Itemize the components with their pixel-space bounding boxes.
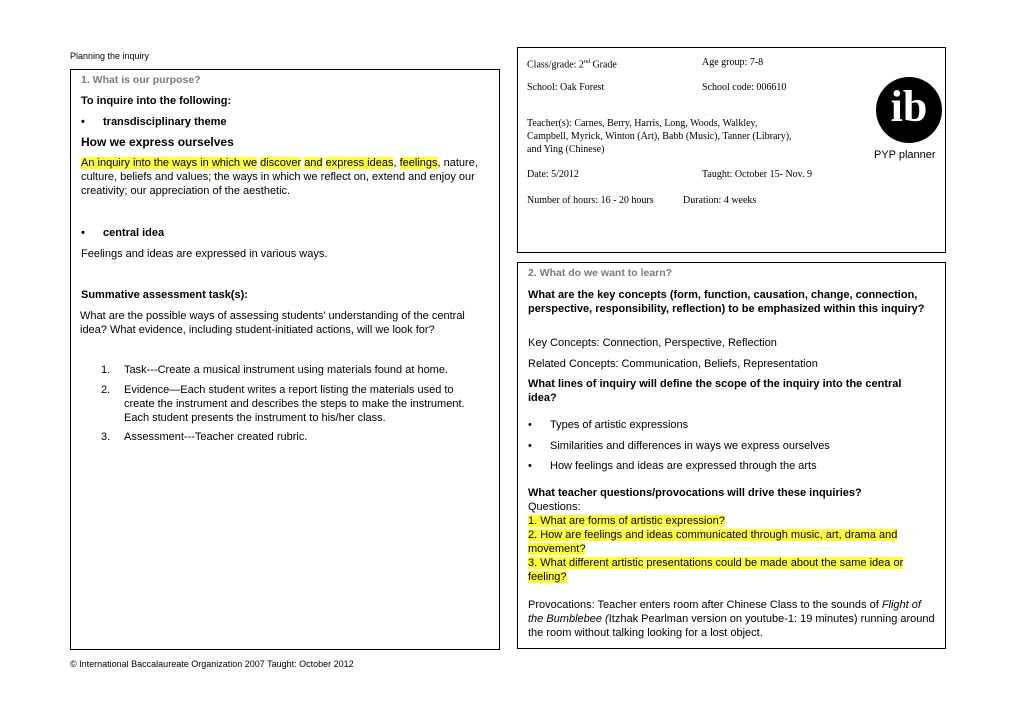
teacher-questions-title: What teacher questions/provocations will drive these inquiries? (528, 487, 862, 499)
ib-logo-text: ib (890, 82, 928, 131)
inquire-label: To inquire into the following: (81, 95, 232, 107)
footer: © International Baccalaureate Organization 2007 Taught: October 2012 (70, 659, 354, 669)
question-1: 1. What are forms of artistic expression? (528, 515, 725, 527)
theme-description: An inquiry into the ways in which we discover and express ideas, feelings, nature, culture, beliefs and values; the ways in which we reflect on, extend and enjoy our creativity; our appreciation of the aesthetic. (81, 157, 478, 197)
key-concepts: Key Concepts: Connection, Perspective, Reflection (528, 337, 777, 349)
teachers-line-2: Campbell, Myrick, Winton (Art), Babb (Music), Tanner (Library), (527, 131, 792, 142)
evidence-item: 2. Evidence—Each student writes a report listing the materials used to create the instrument and describes the steps to make the instrument. Each student presents the instrument to his/her class. (101, 384, 465, 424)
purpose-section-title: 1. What is our purpose? (81, 74, 201, 86)
duration: Duration: 4 weeks (683, 195, 757, 206)
theme-bullet: • transdisciplinary theme (103, 115, 227, 129)
pyp-planner-caption: PYP planner (874, 149, 936, 161)
teachers-line-1: Teacher(s): Carnes, Berry, Harris, Long, Woods, Walkley, (527, 118, 758, 129)
school: School: Oak Forest (527, 82, 605, 93)
summative-question: What are the possible ways of assessing students' understanding of the central idea? What evidence, including student-initiated actions, will we look for? (80, 310, 465, 336)
question-2: 2. How are feelings and ideas communicated through music, art, drama and movement? (528, 529, 898, 555)
theme-name: How we express ourselves (81, 135, 234, 149)
key-concepts-question: What are the key concepts (form, function, causation, change, connection, perspective, responsibility, reflection) to be emphasized within this inquiry? (528, 289, 925, 315)
task-item: 1. Task---Create a musical instrument using materials found at home. (101, 364, 449, 376)
taught: Taught: October 15- Nov. 9 (702, 169, 813, 180)
line-of-inquiry: • Similarities and differences in ways we express ourselves (550, 439, 830, 453)
assessment-item: 3. Assessment---Teacher created rubric. (101, 431, 308, 443)
line-of-inquiry: • Types of artistic expressions (550, 418, 688, 432)
central-idea-bullet: • central idea (103, 226, 164, 240)
provocations: Provocations: Teacher enters room after Chinese Class to the sounds of Flight of the Bumblebee (Itzhak Pearlman version on youtube-1: 19 minutes) running around the room without talking looking for a lost object. (528, 599, 935, 639)
purpose-panel (70, 69, 500, 650)
learn-section-title: 2. What do we want to learn? (528, 267, 673, 279)
central-idea-text: Feelings and ideas are expressed in various ways. (81, 248, 328, 260)
summative-title: Summative assessment task(s): (81, 289, 248, 301)
school-code: School code: 006610 (702, 82, 787, 93)
learn-panel (517, 262, 946, 649)
class-grade: Class/grade: 2nd Grade (527, 59, 617, 71)
question-3: 3. What different artistic presentations could be made about the same idea or feeling? (528, 557, 904, 583)
teachers-line-3: and Ying (Chinese) (527, 144, 605, 155)
age-group: Age group: 7-8 (702, 57, 764, 68)
page-header: Planning the inquiry (70, 51, 150, 61)
line-of-inquiry: • How feelings and ideas are expressed through the arts (550, 459, 817, 473)
info-panel (517, 47, 946, 253)
ib-logo (876, 77, 942, 143)
number-of-hours: Number of hours: 16 - 20 hours (527, 195, 654, 206)
date: Date: 5/2012 (527, 169, 579, 180)
questions-label: Questions: (528, 501, 581, 513)
lines-of-inquiry-question: What lines of inquiry will define the scope of the inquiry into the central idea? (528, 378, 902, 404)
related-concepts: Related Concepts: Communication, Beliefs, Representation (528, 358, 818, 370)
